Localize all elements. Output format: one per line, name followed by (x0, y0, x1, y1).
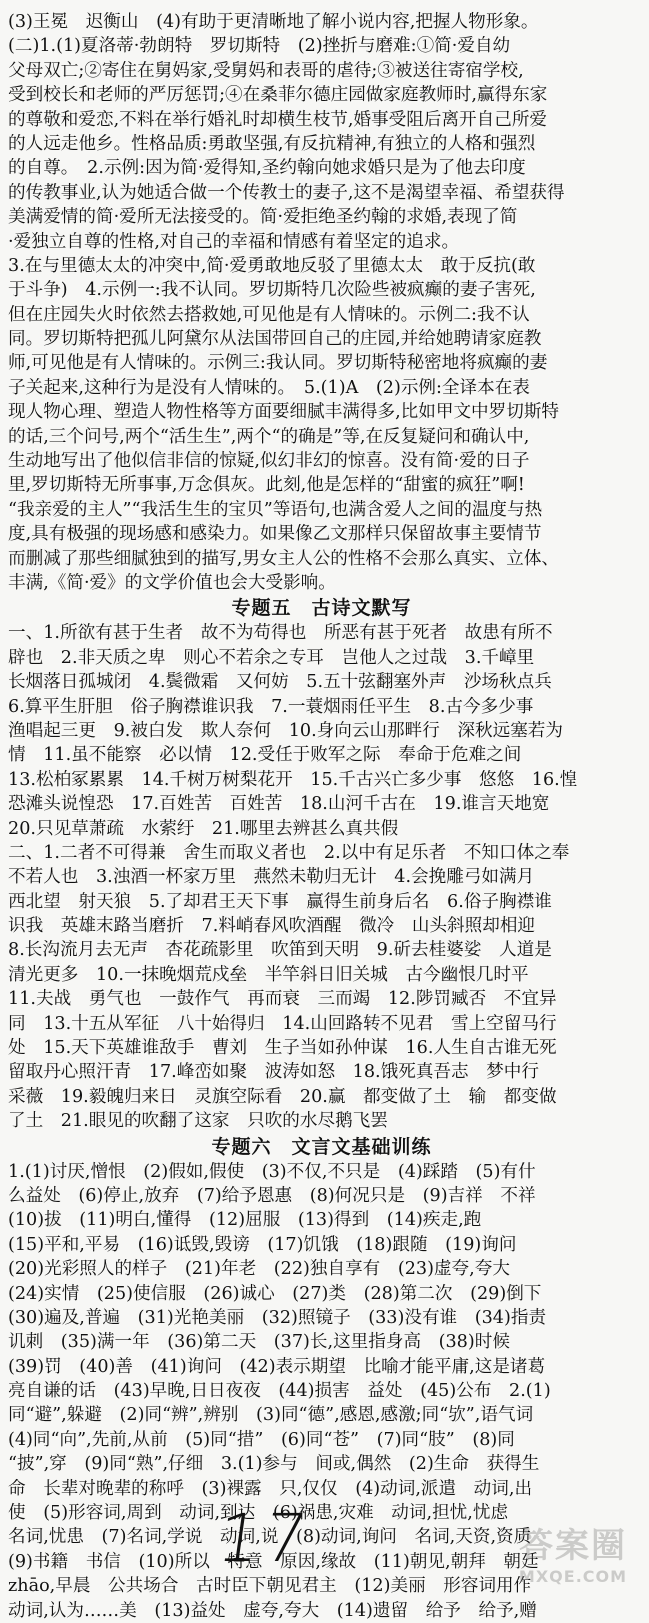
text-line: 于斗争) 4.示例一:我不认同。罗切斯特几次险些被疯癫的妻子害死, (8, 280, 536, 301)
text-line: 情 11.虽不能察 必以情 12.受任于败军之际 奉命于危难之间 (8, 745, 522, 766)
section-novel-answers (8, 10, 635, 595)
text-line: 的人远走他乡。性格品质:勇敢坚强,有反抗精神,有独立的人格和强烈 (8, 133, 536, 154)
text-line: (10)拔 (11)明白,懂得 (12)屈服 (13)得到 (14)疾走,跑 (8, 1210, 482, 1231)
text-line: 20.只见草萧疏 水萦纡 21.哪里去辨甚么真共假 (8, 818, 399, 839)
watermark-logo: 答案圈 (519, 1526, 627, 1566)
text-line: 父母双亡;②寄住在舅妈家,受舅妈和表哥的虐待;③被送往寄宿学校, (8, 60, 524, 81)
section-heading-topic-5: 专题五 古诗文默写 (231, 597, 412, 620)
text-line: 一、1.所欲有甚于生者 故不为苟得也 所恶有甚于死者 故患有所不 (8, 623, 553, 644)
text-line: (30)遍及,普遍 (31)光艳美丽 (32)照镜子 (33)没有谁 (34)指责 (8, 1307, 547, 1328)
text-line: 度,具有极强的现场感和感染力。如果像乙文那样只保留故事主要情节 (8, 524, 542, 545)
text-line: zhāo,早晨 公共场合 古时臣下朝见君主 (12)美丽 形容词用作 (8, 1576, 532, 1597)
text-line: 子关起来,这种行为是没有人情味的。 5.(1)A (2)示例:全译本在表 (8, 377, 530, 398)
text-line: 命 长辈对晚辈的称呼 (3)裸露 只,仅仅 (4)动词,派遣 动词,出 (8, 1478, 533, 1499)
text-line: 清光更多 10.一抹晚烟荒戍垒 半竿斜日旧关城 古今幽恨几时平 (8, 964, 529, 985)
text-line: 现人物心理、塑造人物性格等方面要细腻丰满得多,比如甲文中罗切斯特 (8, 402, 560, 423)
text-line: 处 15.天下英雄谁敌手 曹刘 生子当如孙仲谋 16.人生自古谁无死 (8, 1038, 557, 1059)
text-line: 亮自谦的话 (43)早晚,日日夜夜 (44)损害 益处 (45)公布 2.(1) (8, 1381, 551, 1402)
text-line: 的传教事业,认为她适合做一个传教士的妻子,这不是渴望幸福、希望获得 (8, 182, 565, 203)
text-line: 同“避”,躲避 (2)同“辨”,辨别 (3)同“德”,感恩,感激;同“欤”,语气词 (8, 1405, 534, 1426)
text-line: (20)光彩照人的样子 (21)年老 (22)独自享有 (23)虚夸,夸大 (8, 1259, 510, 1280)
text-line: 使 (5)形容词,周到 动词,到达 (6)祸患,灾难 动词,担忧,忧虑 (8, 1503, 509, 1524)
text-line: 识我 英雄末路当磨折 7.料峭春风吹酒醒 微冷 山头斜照却相迎 (8, 916, 536, 937)
text-line: 1.(1)讨厌,憎恨 (2)假如,假使 (3)不仅,不只是 (4)踩踏 (5)有什 (8, 1161, 536, 1182)
text-line: 辟也 2.非天质之卑 则心不若余之专耳 岂他人之过哉 3.千嶂里 (8, 647, 535, 668)
text-line: 生动地写出了他似信非信的惊疑,似幻非幻的惊喜。没有简·爱的日子 (8, 451, 530, 472)
text-line: 师,可见他是有人情味的。示例三:我认同。罗切斯特秘密地将疯癫的妻 (8, 353, 548, 374)
text-line: (9)书籍 书信 (10)所以 特意 原因,缘故 (11)朝见,朝拜 朝廷 (8, 1551, 539, 1572)
text-line: 不若人也 3.浊酒一杯家万里 燕然未勒归无计 4.会挽雕弓如满月 (8, 867, 535, 888)
text-line: 丰满,《简·爱》的文学价值也会大受影响。 (8, 572, 336, 593)
text-line: 但在庄园失火时依然去搭救她,可见他是有人情味的。示例二:我不认 (8, 304, 530, 325)
text-line: 了土 21.眼见的吹翻了这家 只吹的水尽鹅飞罢 (8, 1111, 388, 1132)
text-line: (二)1.(1)夏洛蒂·勃朗特 罗切斯特 (2)挫折与磨难:①简·爱自幼 (8, 36, 511, 57)
text-line: 西北望 射天狼 5.了却君王天下事 赢得生前身后名 6.俗子胸襟谁 (8, 891, 552, 912)
text-line: 里,罗切斯特无所事事,万念俱灰。此刻,他是怎样的“甜蜜的疯狂”啊! (8, 475, 525, 496)
text-line: 长烟落日孤城闭 4.鬓微霜 又何妨 5.五十弦翻塞外声 沙场秋点兵 (8, 672, 552, 693)
text-line: 渔唱起三更 9.被白发 欺人奈何 10.身向云山那畔行 深秋远塞若为 (8, 720, 563, 741)
text-line: (24)实情 (25)使信服 (26)诚心 (27)类 (28)第二次 (29)倒下 (8, 1283, 542, 1304)
text-line: 同 13.十五从军征 八十始得归 14.山回路转不见君 雪上空留马行 (8, 1013, 557, 1034)
text-line: 么益处 (6)停止,放弃 (7)给予恩惠 (8)何况只是 (9)吉祥 不祥 (8, 1185, 536, 1206)
text-line: (15)平和,平易 (16)诋毁,毁谤 (17)饥饿 (18)跟随 (19)询问 (8, 1234, 517, 1255)
text-line: “我亲爱的主人”“我活生生的宝贝”等语句,也满含爱人之间的温度与热 (8, 499, 543, 520)
text-line: 受到校长和老师的严厉惩罚;④在桑菲尔德庄园做家庭教师时,赢得东家 (8, 85, 548, 106)
text-line: ·爱独立自尊的性格,对自己的幸福和情感有着坚定的追求。 (8, 231, 460, 252)
text-line: (4)同“向”,先前,从前 (5)同“措” (6)同“苍” (7)同“肢” (8)同 (8, 1429, 515, 1450)
text-line: 而删减了那些细腻独到的描写,男女主人公的性格不会那么真实、立体、 (8, 548, 560, 569)
text-line: (39)罚 (40)善 (41)询问 (42)表示期望 比喻才能平庸,这是诸葛 (8, 1356, 546, 1377)
text-line: 留取丹心照汗青 17.峰峦如聚 波涛如怒 18.饿死真吾志 梦中行 (8, 1062, 539, 1083)
text-line: 3.在与里德太太的冲突中,简·爱勇敢地反驳了里德太太 敢于反抗(敢 (8, 255, 536, 276)
text-line: 同。罗切斯特把孤儿阿黛尔从法国带回自己的庄园,并给她聘请家庭教 (8, 329, 542, 350)
section-poetry-dictation (8, 621, 635, 1133)
watermark-site: MXQE.COM (518, 1567, 628, 1586)
text-line: 的自尊。 2.示例:因为简·爱得知,圣约翰向她求婚只是为了他去印度 (8, 158, 526, 179)
text-line: 的话,三个问号,两个“活生生”,两个“的确是”等,在反复疑问和确认中, (8, 426, 530, 447)
text-line: “披”,穿 (9)同“熟”,仔细 3.(1)参与 间或,偶然 (2)生命 获得生 (8, 1454, 540, 1475)
text-line: 8.长沟流月去无声 杏花疏影里 吹笛到天明 9.斫去桂婆娑 人道是 (8, 940, 552, 961)
section-heading-topic-6: 专题六 文言文基础训练 (211, 1135, 432, 1158)
text-line: 11.夫战 勇气也 一鼓作气 再而衰 三而竭 12.陟罚臧否 不宜异 (8, 989, 557, 1010)
text-line: (3)王冕 迟衡山 (4)有助于更清晰地了解小说内容,把握人物形象。 (8, 12, 539, 32)
text-line: 动词,认为……美 (13)益处 虚夸,夸大 (14)遗留 给予 给予,赠 (8, 1600, 537, 1621)
text-line: 讥刺 (35)满一年 (36)第二天 (37)长,这里指身高 (38)时候 (8, 1332, 510, 1353)
text-line: 6.算平生肝胆 俗子胸襟谁识我 7.一蓑烟雨任平生 8.古今多少事 (8, 696, 534, 717)
text-line: 恐滩头说惶恐 17.百姓苦 百姓苦 18.山河千古在 19.谁言天地宽 (8, 794, 550, 815)
text-line: 采薇 19.毅魄归来日 灵旗空际看 20.赢 都变做了土 输 都变做 (8, 1086, 557, 1107)
page-number: 17 (212, 1500, 316, 1577)
text-line: 名词,忧患 (7)名词,学说 动词,说 (8)动词,询问 名词,天资,资质 (8, 1527, 532, 1548)
text-line: 美满爱情的简·爱所无法接受的。简·爱拒绝圣约翰的求婚,表现了简 (8, 207, 518, 228)
text-line: 13.松柏冢累累 14.千树万树梨花开 15.千古兴亡多少事 悠悠 16.惶 (8, 769, 578, 790)
text-line: 二、1.二者不可得兼 舍生而取义者也 2.以中有足乐者 不知口体之奉 (8, 842, 570, 863)
text-line: 的尊敬和爱恋,不料在举行婚礼时却横生枝节,婚事受阻后离开自己所爱 (8, 109, 548, 130)
watermark (503, 1512, 643, 1592)
